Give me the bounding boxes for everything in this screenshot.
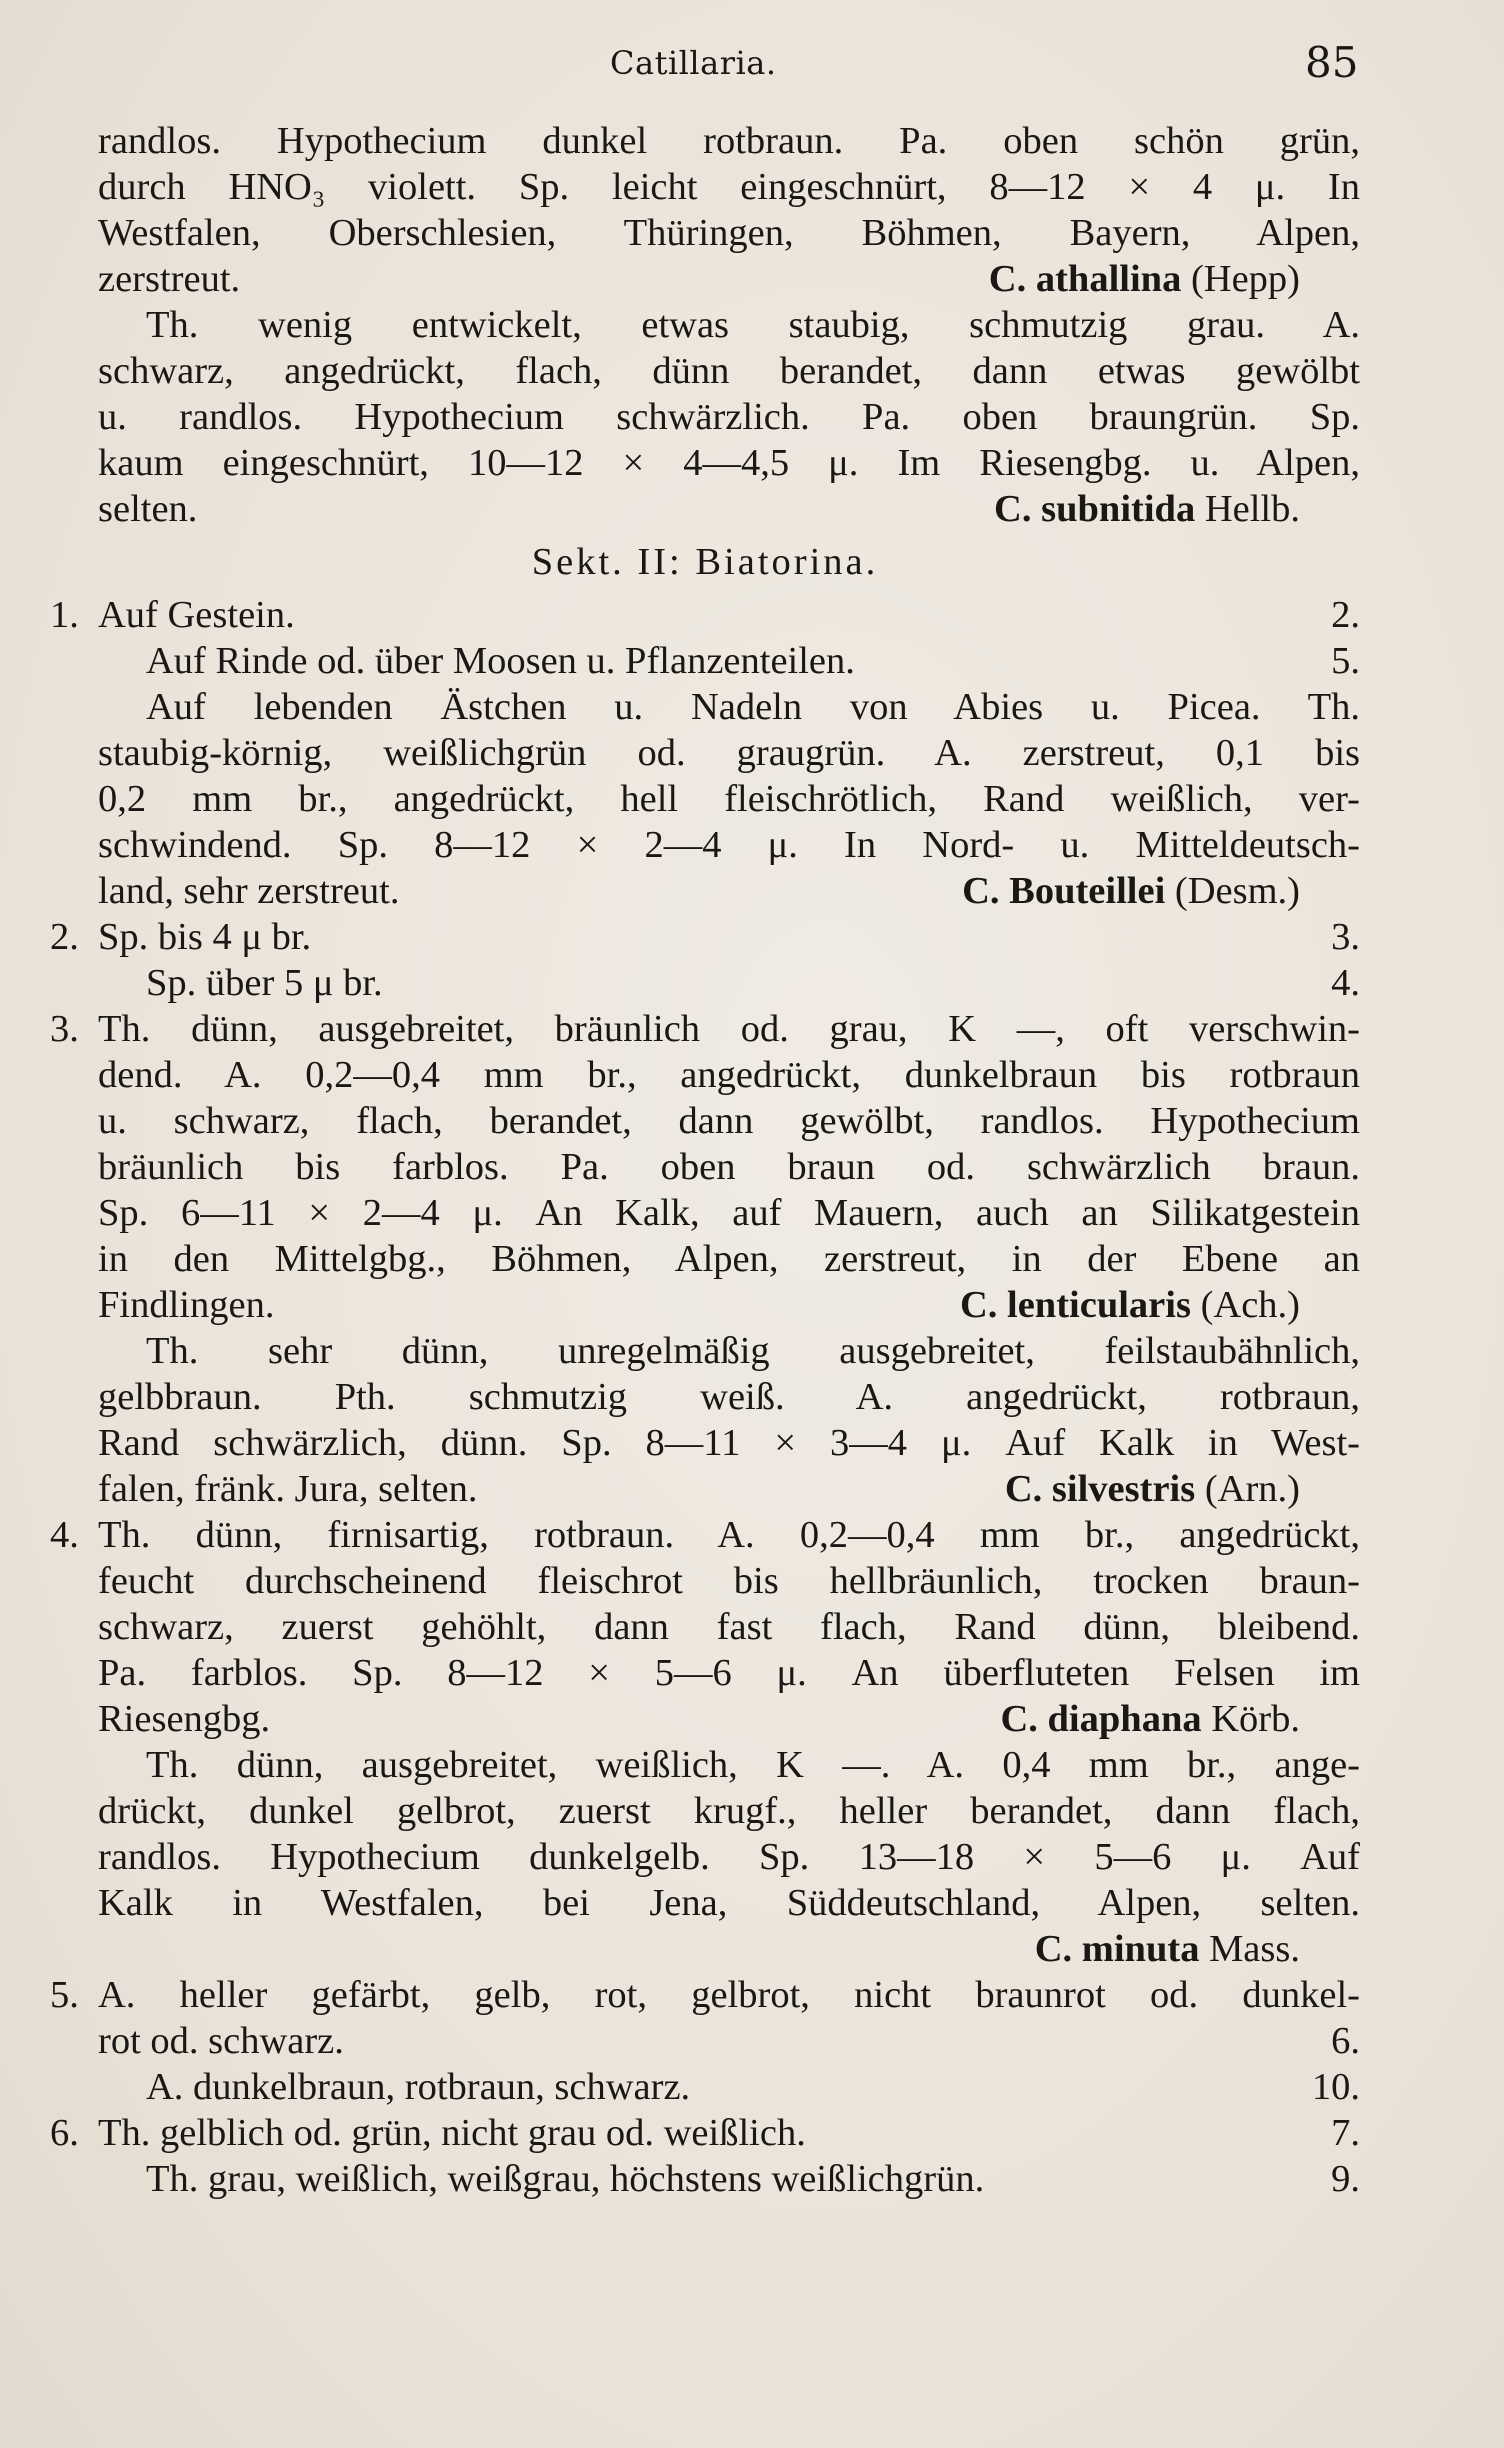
line-text: gelbbraun. Pth. schmutzig weiß. A. angedrückt, rotbraun, xyxy=(98,1376,1360,1418)
line-text: falen, fränk. Jura, selten. xyxy=(98,1468,478,1510)
taxon-author: (Desm.) xyxy=(1165,870,1300,912)
key-text: Th. grau, weißlich, weißgrau, höchstens weißlichgrün. xyxy=(146,2158,985,2200)
page-body xyxy=(50,118,1360,2202)
text-line xyxy=(50,1190,1360,1236)
line-text: land, sehr zerstreut. xyxy=(98,870,400,912)
key-line xyxy=(50,2064,1360,2110)
key-reference: 6. xyxy=(1331,2020,1360,2062)
key-number: 5. xyxy=(50,1974,79,2016)
key-line xyxy=(50,638,1360,684)
text-line xyxy=(50,1098,1360,1144)
taxon-name: C. lenticularis xyxy=(959,1284,1191,1326)
key-number: 6. xyxy=(50,2112,79,2154)
line-text: Riesengbg. xyxy=(98,1698,271,1740)
line-text: schwindend. Sp. 8—12 × 2—4 μ. In Nord- u. Mitteldeutsch- xyxy=(98,824,1360,866)
key-number: 4. xyxy=(50,1514,79,1556)
line-text: bräunlich bis farblos. Pa. oben braun od. schwärzlich braun. xyxy=(98,1146,1360,1188)
text-line xyxy=(50,1052,1360,1098)
line-text: drückt, dunkel gelbrot, zuerst krugf., heller berandet, dann flach, xyxy=(98,1790,1360,1832)
text-line xyxy=(50,1420,1360,1466)
line-text: u. schwarz, flach, berandet, dann gewölbt, randlos. Hypothecium xyxy=(98,1100,1360,1142)
taxon-name-group xyxy=(962,868,1300,914)
text-line xyxy=(50,684,1360,730)
line-text: 0,2 mm br., angedrückt, hell fleischrötlich, Rand weißlich, ver- xyxy=(98,778,1360,820)
key-reference: 10. xyxy=(1311,2066,1360,2108)
taxon-name-group xyxy=(1005,1466,1300,1512)
taxon-name-group xyxy=(1000,1696,1300,1742)
taxon-line xyxy=(50,256,1360,302)
key-line xyxy=(50,592,1360,638)
line-text: Pa. farblos. Sp. 8—12 × 5—6 μ. An überfluteten Felsen im xyxy=(98,1652,1360,1694)
text-line xyxy=(50,348,1360,394)
text-line xyxy=(50,440,1360,486)
line-text: dend. A. 0,2—0,4 mm br., angedrückt, dunkelbraun bis rotbraun xyxy=(98,1054,1360,1096)
line-text: selten. xyxy=(98,488,198,530)
taxon-line xyxy=(50,1282,1360,1328)
text-line xyxy=(50,1006,1360,1052)
taxon-line xyxy=(50,486,1360,532)
taxon-name-group xyxy=(994,486,1300,532)
key-line xyxy=(50,960,1360,1006)
key-text: Auf Gestein. xyxy=(98,594,295,636)
key-number: 1. xyxy=(50,594,79,636)
text-line xyxy=(50,1650,1360,1696)
text-line xyxy=(50,302,1360,348)
taxon-name: C. minuta xyxy=(1034,1928,1200,1970)
taxon-author: (Ach.) xyxy=(1190,1284,1300,1326)
text-line xyxy=(50,776,1360,822)
taxon-line xyxy=(50,2018,1360,2064)
text-line xyxy=(50,1604,1360,1650)
line-text: randlos. Hypothecium dunkel rotbraun. Pa. oben schön grün, xyxy=(98,120,1360,162)
text-line xyxy=(50,164,1360,210)
key-line xyxy=(50,2156,1360,2202)
text-line xyxy=(50,394,1360,440)
text-line xyxy=(50,1972,1360,2018)
key-line xyxy=(50,2110,1360,2156)
taxon-author: (Arn.) xyxy=(1195,1468,1300,1510)
line-text: durch HNO₃ violett. Sp. leicht eingeschnürt, 8—12 × 4 μ. In xyxy=(98,166,1360,208)
line-text: Th. dünn, firnisartig, rotbraun. A. 0,2—0,4 mm br., angedrückt, xyxy=(98,1514,1360,1556)
key-text: Auf Rinde od. über Moosen u. Pflanzenteilen. xyxy=(146,640,855,682)
text-line xyxy=(50,118,1360,164)
key-text: Sp. bis 4 μ br. xyxy=(98,916,312,958)
text-line xyxy=(50,1236,1360,1282)
line-text: randlos. Hypothecium dunkelgelb. Sp. 13—18 × 5—6 μ. Auf xyxy=(98,1836,1360,1878)
taxon-name-group xyxy=(989,256,1300,302)
taxon-line xyxy=(50,1696,1360,1742)
taxon-author: (Hepp) xyxy=(1181,258,1300,300)
line-text: Th. wenig entwickelt, etwas staubig, schmutzig grau. A. xyxy=(146,304,1360,346)
key-text: A. dunkelbraun, rotbraun, schwarz. xyxy=(146,2066,691,2108)
text-line xyxy=(50,1742,1360,1788)
line-text: schwarz, angedrückt, flach, dünn berandet, dann etwas gewölbt xyxy=(98,350,1360,392)
line-text: A. heller gefärbt, gelb, rot, gelbrot, nicht braunrot od. dunkel- xyxy=(98,1974,1360,2016)
line-text: Kalk in Westfalen, bei Jena, Süddeutschland, Alpen, selten. xyxy=(98,1882,1360,1924)
taxon-line xyxy=(50,1466,1360,1512)
key-reference: 2. xyxy=(1331,594,1360,636)
line-text: Auf lebenden Ästchen u. Nadeln von Abies u. Picea. Th. xyxy=(146,686,1360,728)
taxon-line xyxy=(50,1926,1360,1972)
text-line xyxy=(50,1834,1360,1880)
key-number: 3. xyxy=(50,1008,79,1050)
line-text: Findlingen. xyxy=(98,1284,275,1326)
text-line xyxy=(50,730,1360,776)
taxon-name: C. silvestris xyxy=(1004,1468,1196,1510)
key-reference: 3. xyxy=(1331,916,1360,958)
key-reference: 7. xyxy=(1331,2112,1360,2154)
line-text: in den Mittelgbg., Böhmen, Alpen, zerstreut, in der Ebene an xyxy=(98,1238,1360,1280)
line-text: kaum eingeschnürt, 10—12 × 4—4,5 μ. Im Riesengbg. u. Alpen, xyxy=(98,442,1360,484)
text-line xyxy=(50,1328,1360,1374)
running-header xyxy=(0,38,1504,88)
text-line xyxy=(50,1512,1360,1558)
key-text: Th. gelblich od. grün, nicht grau od. weißlich. xyxy=(98,2112,806,2154)
taxon-author: Hellb. xyxy=(1195,488,1300,530)
key-text: Sp. über 5 μ br. xyxy=(146,962,383,1004)
taxon-name: C. Bouteillei xyxy=(962,870,1166,912)
text-line xyxy=(50,1558,1360,1604)
key-line xyxy=(50,914,1360,960)
taxon-author: Körb. xyxy=(1201,1698,1300,1740)
text-line xyxy=(50,210,1360,256)
line-text: zerstreut. xyxy=(98,258,241,300)
text-line xyxy=(50,1880,1360,1926)
line-text: u. randlos. Hypothecium schwärzlich. Pa. oben braungrün. Sp. xyxy=(98,396,1360,438)
text-line xyxy=(50,1374,1360,1420)
taxon-name: C. diaphana xyxy=(1000,1698,1202,1740)
line-text: staubig-körnig, weißlichgrün od. graugrün. A. zerstreut, 0,1 bis xyxy=(98,732,1360,774)
line-text: Sp. 6—11 × 2—4 μ. An Kalk, auf Mauern, auch an Silikatgestein xyxy=(98,1192,1360,1234)
running-title: Catillaria. xyxy=(610,44,777,82)
taxon-name: C. athallina xyxy=(988,258,1182,300)
line-text: schwarz, zuerst gehöhlt, dann fast flach, Rand dünn, bleibend. xyxy=(98,1606,1360,1648)
text-line xyxy=(50,822,1360,868)
key-reference: 5. xyxy=(1331,640,1360,682)
line-text: Th. sehr dünn, unregelmäßig ausgebreitet, feilstaubähnlich, xyxy=(146,1330,1360,1372)
line-text: Rand schwärzlich, dünn. Sp. 8—11 × 3—4 μ. Auf Kalk in West- xyxy=(98,1422,1360,1464)
key-number: 2. xyxy=(50,916,79,958)
section-heading: Sekt. II: Biatorina. xyxy=(531,541,879,583)
taxon-name-group xyxy=(1035,1926,1300,1972)
taxon-name-group xyxy=(960,1282,1300,1328)
line-text: Westfalen, Oberschlesien, Thüringen, Böhmen, Bayern, Alpen, xyxy=(98,212,1360,254)
key-reference: 9. xyxy=(1331,2158,1360,2200)
taxon-line xyxy=(50,868,1360,914)
line-text: Th. dünn, ausgebreitet, bräunlich od. grau, K —, oft verschwin- xyxy=(98,1008,1360,1050)
line-text: feucht durchscheinend fleischrot bis hellbräunlich, trocken braun- xyxy=(98,1560,1360,1602)
taxon-author: Mass. xyxy=(1199,1928,1300,1970)
taxon-name: C. subnitida xyxy=(994,488,1196,530)
line-text: Th. dünn, ausgebreitet, weißlich, K —. A. 0,4 mm br., ange- xyxy=(146,1744,1360,1786)
line-text: rot od. schwarz. xyxy=(98,2020,344,2062)
text-line xyxy=(50,1144,1360,1190)
key-reference: 4. xyxy=(1331,962,1360,1004)
page-number: 85 xyxy=(1305,38,1359,87)
text-line xyxy=(50,1788,1360,1834)
